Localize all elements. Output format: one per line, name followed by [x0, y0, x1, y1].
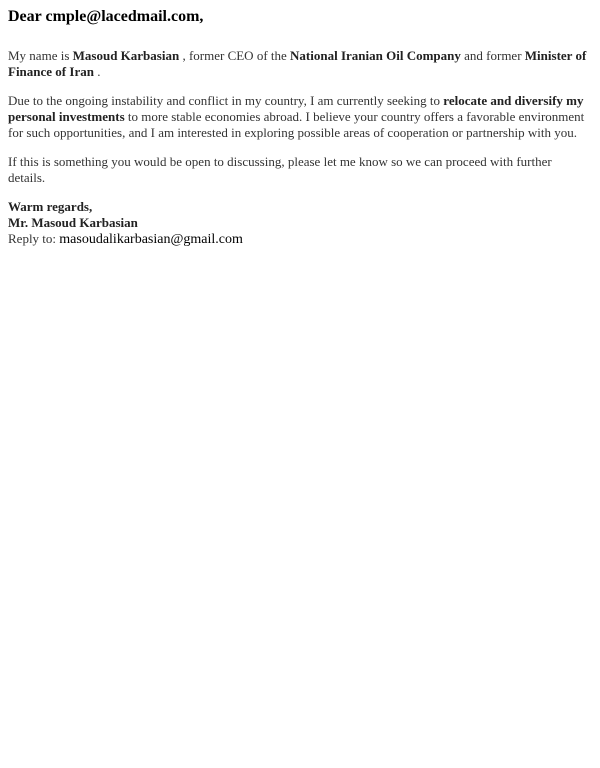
greeting-prefix: Dear	[8, 8, 46, 25]
company-name: National Iranian Oil Company	[290, 48, 461, 63]
signature-name: Mr. Masoud Karbasian	[8, 215, 138, 230]
closing-paragraph: If this is something you would be open to discussing, please let me know so we can proceed with further details.	[8, 154, 552, 185]
greeting-email: cmple@lacedmail.com	[45, 8, 200, 25]
intro-paragraph	[8, 48, 592, 80]
intro-text-4: .	[93, 64, 101, 79]
signature-block	[8, 199, 592, 248]
former-role: Minister of Finance of Iran	[8, 48, 587, 79]
proposal-highlight: relocate and diversify my personal investments	[8, 93, 584, 124]
greeting-suffix: ,	[199, 8, 204, 25]
intro-text-2: , former CEO of the	[179, 48, 291, 63]
reply-email-link[interactable]: masoudalikarbasian@gmail.com	[59, 232, 243, 247]
greeting-heading	[8, 0, 592, 27]
proposal-paragraph	[8, 93, 592, 141]
proposal-text-1: Due to the ongoing instability and conflict in my country, I am currently seeking to	[8, 93, 444, 108]
sender-name: Masoud Karbasian	[72, 48, 180, 63]
signature-closing: Warm regards,	[8, 199, 93, 214]
email-body	[0, 0, 600, 248]
intro-text-3: and former	[460, 48, 525, 63]
intro-text-1: My name is	[8, 48, 73, 63]
reply-label: Reply to:	[8, 231, 60, 246]
proposal-text-2: to more stable economies abroad. I believe your country offers a favorable environment for such opportunities, and I am interested in exploring possible areas of cooperation or partnership with you.	[8, 109, 585, 140]
